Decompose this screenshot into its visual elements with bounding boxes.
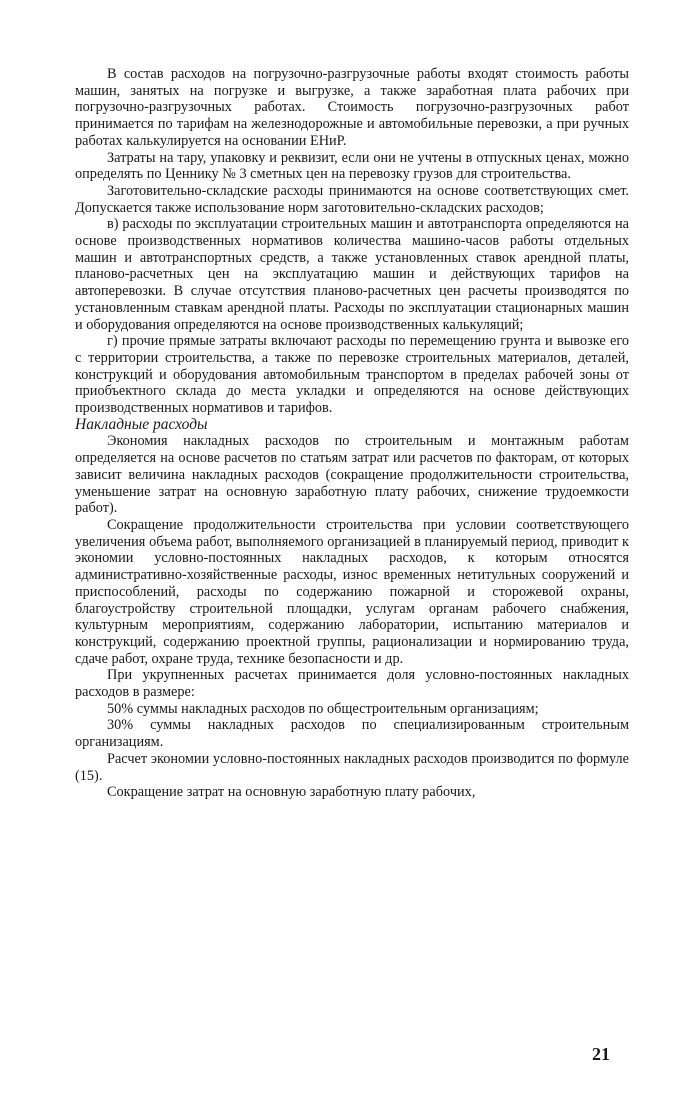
paragraph-storage-costs: Заготовительно-складские расходы принимаются на основе соответствующих смет. Допускается также использование норм заготовительно-складских расходов; (75, 182, 629, 216)
paragraph-formula-ref: Расчет экономии условно-постоянных накладных расходов производится по формуле (15). (75, 750, 629, 784)
section-title: Накладные расходы (75, 415, 208, 433)
paragraph-loading-costs: В состав расходов на погрузочно-разгрузочные работы входят стоимость работы машин, занятых на погрузке и выгрузке, а также заработная плата рабочих при погрузочно-разгрузочных работах. Стоимость погрузочно-разгрузочных работ принимается по тарифам на железнодорожные и автомобильные перевозки, а при ручных работах калькулируется на основании ЕНиР. (75, 66, 629, 149)
paragraph-thirty-percent: 30% суммы накладных расходов по специализированным строительным организациям. (75, 717, 629, 751)
paragraph-item-v: в) расходы по эксплуатации строительных машин и автотранспорта определяются на основе производственных нормативов количества машино-часов работы отдельных машин и автотранспортных средств, а также установленных ставок арендной платы, планово-расчетных цен на эксплуатацию машин и действующих тарифов на автоперевозки. В случае отсутствия планово-расчетных цен расчеты производятся по установленным ставкам арендной платы. Расходы по эксплуатации стационарных машин и оборудования определяются на основе производственных калькуляций; (75, 216, 629, 333)
paragraph-duration-reduction: Сокращение продолжительности строительства при условии соответствующего увеличения объема работ, выполняемого организацией в планируемый период, приводит к экономии условно-постоянных накладных расходов, к которым относятся административно-хозяйственные расходы, износ временных нетитульных сооружений и приспособлений, расходы по содержанию пожарной и сторожевой охраны, благоустройству строительной площадки, услугам органам рабочего снабжения, культурным мероприятиям, содержанию лаборатории, испытанию материалов и конструкций, содержанию проектной группы, рационализации и нормированию труда, сдаче работ, охране труда, технике безопасности и др. (75, 516, 629, 667)
paragraph-packaging-costs: Затраты на тару, упаковку и реквизит, если они не учтены в отпускных ценах, можно определять по Ценнику № 3 сметных цен на перевозку грузов для строительства. (75, 149, 629, 183)
paragraph-overhead-savings: Экономия накладных расходов по строительным и монтажным работам определяется на основе расчетов по статьям затрат или расчетов по факторам, от которых зависит величина накладных расходов (сокращение продолжительности строительства, уменьшение затрат на основную заработную плату рабочих, снижение трудоемкости работ). (75, 433, 629, 517)
paragraph-fifty-percent: 50% суммы накладных расходов по общестроительным организациям; (107, 700, 539, 717)
paragraph-wage-reduction: Сокращение затрат на основную заработную плату рабочих, (107, 784, 476, 801)
paragraph-item-g: г) прочие прямые затраты включают расходы по перемещению грунта и вывозке его с территории строительства, а также по перевозке строительных материалов, деталей, конструкций и оборудования автомобильным транспортом в пределах рабочей зоны от приобъектного склада до места укладки и определяются на основе действующих производственных нормативов и тарифов. (75, 333, 629, 417)
body-text (75, 66, 629, 801)
paragraph-aggregate-calc: При укрупненных расчетах принимается доля условно-постоянных накладных расходов в размере: (75, 667, 629, 701)
page-number: 21 (592, 1044, 610, 1064)
